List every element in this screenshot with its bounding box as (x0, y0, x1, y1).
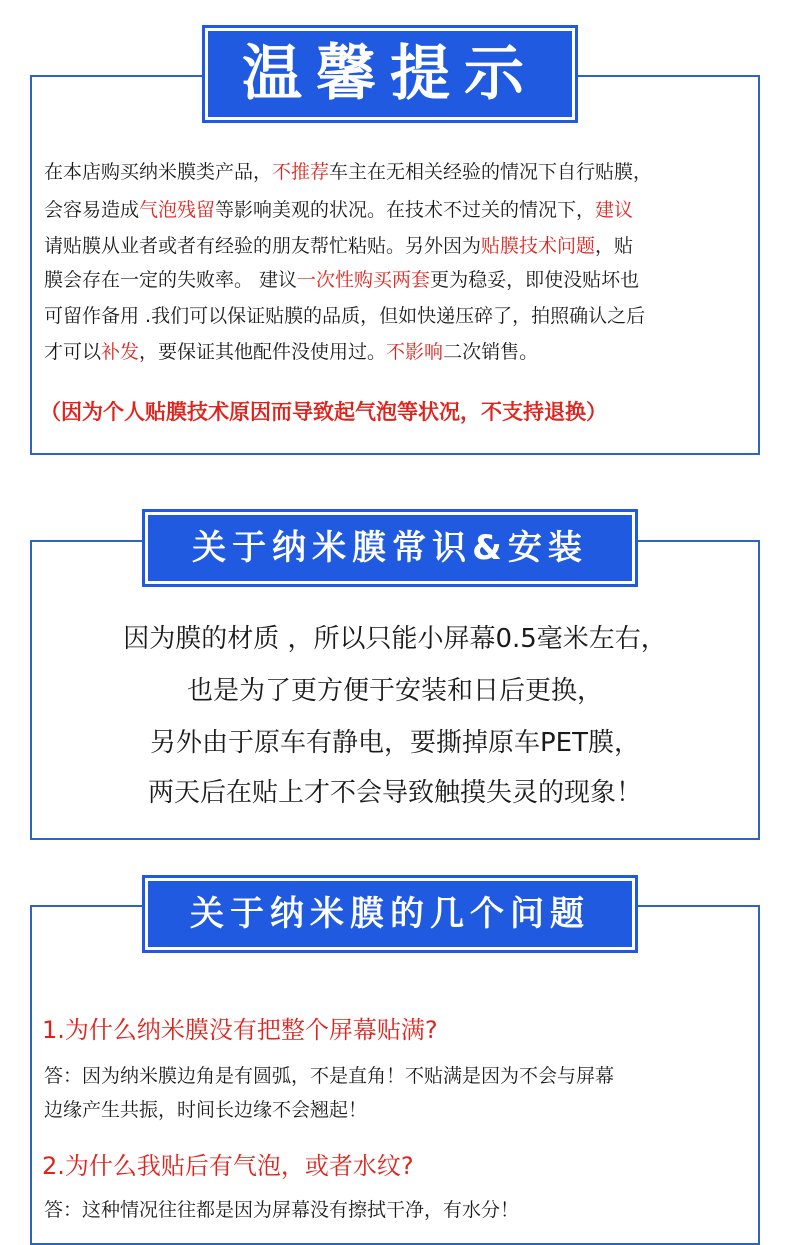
faq-answer-1-cont: 边缘产生共振，时间长边缘不会翘起！ (44, 1099, 368, 1121)
notice-line (44, 158, 652, 186)
body-text: 请贴膜从业者或者有经验的朋友帮忙粘贴。另外因为 (44, 235, 482, 257)
faq-answer-1: 答：因为纳米膜边角是有圆弧，不是直角！不贴满是因为不会与屏幕 (44, 1065, 615, 1087)
body-text: 才可以 (44, 341, 102, 363)
body-text: 会容易造成 (44, 199, 140, 221)
notice-line (44, 338, 538, 366)
knowledge-line: 另外由于原车有静电，要撕掉原车PET膜， (150, 728, 640, 758)
highlight-text: 气泡残留 (139, 199, 216, 221)
body-text: 在本店购买纳米膜类产品， (44, 161, 273, 183)
body-text: 等影响美观的状况。在技术不过关的情况下， (215, 199, 596, 221)
body-text: ，要保证其他配件没使用过。 (139, 341, 387, 363)
body-text: 二次销售。 (443, 341, 539, 363)
knowledge-title-banner: 关于纳米膜常识&安装 (145, 512, 635, 584)
faq-question-2: 2.为什么我贴后有气泡，或者水纹? (42, 1152, 414, 1180)
knowledge-line: 因为膜的材质 ，所以只能小屏幕0.5毫米左右， (123, 624, 667, 654)
faq-title-banner: 关于纳米膜的几个问题 (145, 878, 635, 950)
highlight-text: 补发 (101, 341, 140, 363)
body-text: ，贴 (595, 235, 634, 257)
notice-line (44, 266, 639, 294)
body-text: 膜会存在一定的失败率。 建议 (44, 269, 298, 291)
body-text: 车主在无相关经验的情况下自行贴膜， (329, 161, 653, 183)
faq-answer-2: 答：这种情况往往都是因为屏幕没有擦拭干净，有水分！ (44, 1199, 520, 1221)
no-return-note: （因为个人贴膜技术原因而导致起气泡等状况，不支持退换） (40, 400, 607, 424)
highlight-text: 贴膜技术问题 (481, 235, 596, 257)
highlight-text: 建议 (595, 199, 634, 221)
knowledge-line: 也是为了更方便于安装和日后更换， (186, 676, 603, 706)
notice-line (44, 196, 633, 224)
knowledge-line: 两天后在贴上才不会导致触摸失灵的现象！ (147, 778, 642, 808)
highlight-text: 一次性购买两套 (297, 269, 431, 291)
faq-question-1: 1.为什么纳米膜没有把整个屏幕贴满? (42, 1016, 438, 1044)
highlight-text: 不推荐 (272, 161, 330, 183)
notice-line (44, 302, 645, 330)
notice-title-banner: 温馨提示 (205, 28, 575, 120)
notice-line (44, 232, 633, 260)
body-text: 更为稳妥，即使没贴坏也 (430, 269, 640, 291)
body-text: 可留作备用 .我们可以保证贴膜的品质，但如快递压碎了，拍照确认之后 (44, 305, 646, 327)
highlight-text: 不影响 (386, 341, 444, 363)
